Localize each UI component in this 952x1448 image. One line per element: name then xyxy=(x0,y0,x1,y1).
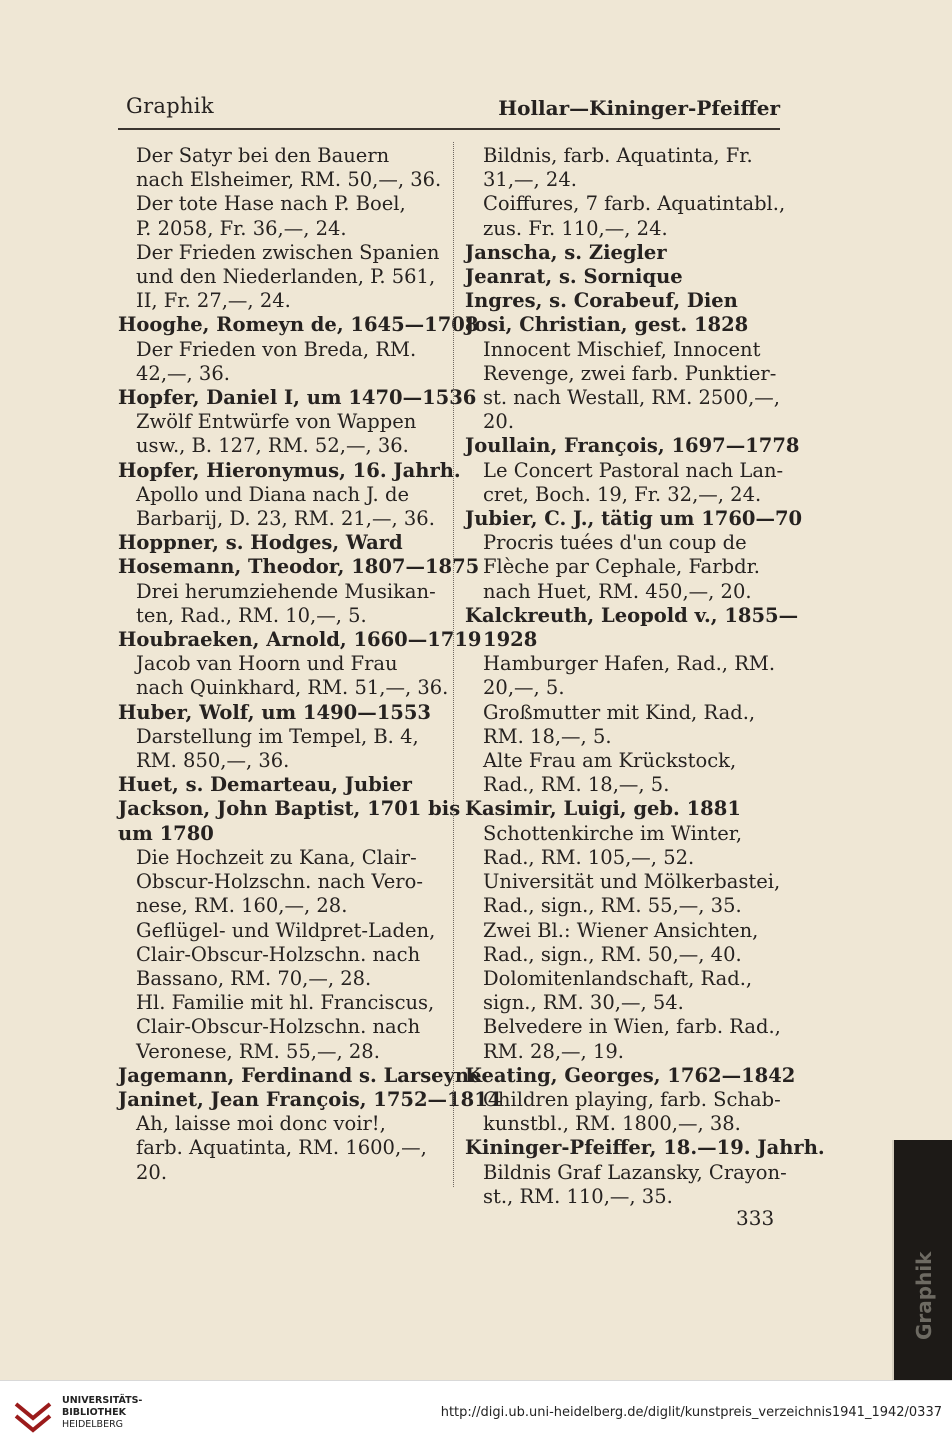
entry-heading: Kininger-Pfeiffer, 18.—19. Jahrh. xyxy=(465,1136,825,1160)
entry-text: 42,—, 36. xyxy=(136,361,230,385)
entry-heading: Jagemann, Ferdinand s. Larseyne xyxy=(118,1063,482,1087)
entry-text: Veronese, RM. 55,—, 28. xyxy=(136,1039,380,1063)
entry-text: Rad., RM. 105,—, 52. xyxy=(483,845,695,869)
entry-text: nese, RM. 160,—, 28. xyxy=(136,894,348,918)
entry-heading: Houbraeken, Arnold, 1660—1719 xyxy=(118,628,482,652)
entry-text: usw., B. 127, RM. 52,—, 36. xyxy=(136,434,409,458)
entry-text: nach Huet, RM. 450,—, 20. xyxy=(483,579,752,603)
header-rule xyxy=(118,128,780,130)
entry-text: Revenge, zwei farb. Punktier- xyxy=(483,361,777,385)
entry-text: Der Satyr bei den Bauern xyxy=(136,144,390,167)
entry-heading: Jubier, C. J., tätig um 1760—70 xyxy=(465,507,803,531)
entry-text: ten, Rad., RM. 10,—, 5. xyxy=(136,603,367,627)
entry-text: kunstbl., RM. 1800,—, 38. xyxy=(483,1112,741,1136)
entry-heading: Hopfer, Daniel I, um 1470—1536 xyxy=(118,386,477,410)
entry-text: II, Fr. 27,—, 24. xyxy=(136,289,291,313)
entry-text: Schottenkirche im Winter, xyxy=(483,821,743,845)
column-divider xyxy=(453,142,454,1187)
entry-text: Drei herumziehende Musikan- xyxy=(136,579,436,603)
entry-text: Rad., sign., RM. 55,—, 35. xyxy=(483,894,742,918)
entry-text: Clair-Obscur-Holzschn. nach xyxy=(136,1015,421,1039)
right-column xyxy=(465,144,825,1209)
permalink-url[interactable]: http://digi.ub.uni-heidelberg.de/diglit/kunstpreis_verzeichnis1941_1942/0337 xyxy=(440,1405,942,1420)
entry-heading: Jeanrat, s. Sornique xyxy=(465,265,683,289)
entry-heading: um 1780 xyxy=(118,821,214,845)
entry-heading: Janinet, Jean François, 1752—1814 xyxy=(118,1087,502,1111)
entry-heading: Josi, Christian, gest. 1828 xyxy=(465,313,749,337)
university-library-logo-icon xyxy=(12,1394,54,1436)
entry-heading: Ingres, s. Corabeuf, Dien xyxy=(465,289,738,313)
library-name-line: UNIVERSITÄTS- xyxy=(62,1395,143,1406)
entry-text: 20,—, 5. xyxy=(483,676,565,700)
entry-text: cret, Boch. 19, Fr. 32,—, 24. xyxy=(483,482,762,506)
entry-text: Children playing, farb. Schab- xyxy=(483,1087,781,1111)
entry-text: und den Niederlanden, P. 561, xyxy=(136,265,436,289)
entry-heading: Huber, Wolf, um 1490—1553 xyxy=(118,700,431,724)
entry-heading: Kasimir, Luigi, geb. 1881 xyxy=(465,797,741,821)
entry-text: Rad., sign., RM. 50,—, 40. xyxy=(483,942,742,966)
entry-heading: Janscha, s. Ziegler xyxy=(465,240,667,264)
entry-text: Le Concert Pastoral nach Lan- xyxy=(483,458,784,482)
library-name xyxy=(62,1395,142,1431)
entry-text: farb. Aquatinta, RM. 1600,—, xyxy=(136,1136,427,1160)
entry-text: Dolomitenlandschaft, Rad., xyxy=(483,966,753,990)
entry-text: Hamburger Hafen, Rad., RM. xyxy=(483,652,776,676)
entry-heading: Joullain, François, 1697—1778 xyxy=(465,434,800,458)
entry-text: Procris tuées d'un coup de xyxy=(483,531,747,555)
entry-text: Barbarij, D. 23, RM. 21,—, 36. xyxy=(136,507,435,531)
entry-text: Großmutter mit Kind, Rad., xyxy=(483,700,756,724)
entry-text: RM. 18,—, 5. xyxy=(483,724,612,748)
entry-text: Bildnis Graf Lazansky, Crayon- xyxy=(483,1160,787,1184)
library-name-line: HEIDELBERG xyxy=(62,1419,124,1430)
entry-text: Apollo und Diana nach J. de xyxy=(136,482,409,506)
library-name-line: BIBLIOTHEK xyxy=(62,1407,126,1418)
entry-text: Zwei Bl.: Wiener Ansichten, xyxy=(483,918,759,942)
entry-text: zus. Fr. 110,—, 24. xyxy=(483,216,668,240)
entry-text: nach Quinkhard, RM. 51,—, 36. xyxy=(136,676,449,700)
entry-text: 31,—, 24. xyxy=(483,168,577,192)
entry-text: Alte Frau am Krückstock, xyxy=(483,749,737,773)
entry-heading: Huet, s. Demarteau, Jubier xyxy=(118,773,412,797)
entry-text: RM. 28,—, 19. xyxy=(483,1039,624,1063)
entry-heading: Kalckreuth, Leopold v., 1855— xyxy=(465,603,799,627)
entry-text: Der Frieden zwischen Spanien xyxy=(136,240,440,264)
entry-text: sign., RM. 30,—, 54. xyxy=(483,991,684,1015)
page-number: 333 xyxy=(736,1206,775,1230)
entry-heading: Hopfer, Hieronymus, 16. Jahrh. xyxy=(118,458,461,482)
entry-text: Obscur-Holzschn. nach Vero- xyxy=(136,870,423,894)
entry-text: Flèche par Cephale, Farbdr. xyxy=(483,555,760,579)
entry-text: 20. xyxy=(136,1160,168,1184)
entry-text: Clair-Obscur-Holzschn. nach xyxy=(136,942,421,966)
entry-text: Jacob van Hoorn und Frau xyxy=(136,652,398,676)
entry-text: Der tote Hase nach P. Boel, xyxy=(136,192,406,216)
entry-text: Die Hochzeit zu Kana, Clair- xyxy=(136,845,417,869)
entry-heading: Keating, Georges, 1762—1842 xyxy=(465,1063,796,1087)
entry-text: Universität und Mölkerbastei, xyxy=(483,870,781,894)
thumb-index-tab xyxy=(892,1140,952,1380)
thumb-index-label: Graphik xyxy=(912,1251,936,1340)
entry-heading: Hosemann, Theodor, 1807—1875 xyxy=(118,555,480,579)
entry-text: Zwölf Entwürfe von Wappen xyxy=(136,410,417,434)
entry-text: Der Frieden von Breda, RM. xyxy=(136,337,417,361)
entry-text: Rad., RM. 18,—, 5. xyxy=(483,773,670,797)
entry-text: Hl. Familie mit hl. Franciscus, xyxy=(136,991,435,1015)
entry-text: st. nach Westall, RM. 2500,—, xyxy=(483,386,781,410)
entry-text: P. 2058, Fr. 36,—, 24. xyxy=(136,216,347,240)
entry-text: Bildnis, farb. Aquatinta, Fr. xyxy=(483,144,753,167)
entry-text: Ah, laisse moi donc voir!, xyxy=(136,1112,386,1136)
entry-text: Bassano, RM. 70,—, 28. xyxy=(136,966,372,990)
running-head-range: Hollar—Kininger-Pfeiffer xyxy=(498,96,780,120)
entry-heading: Hooghe, Romeyn de, 1645—1708 xyxy=(118,313,479,337)
entry-heading: Jackson, John Baptist, 1701 bis xyxy=(118,797,461,821)
entry-text: nach Elsheimer, RM. 50,—, 36. xyxy=(136,168,442,192)
entry-text: Innocent Mischief, Innocent xyxy=(483,337,761,361)
entry-text: RM. 850,—, 36. xyxy=(136,749,290,773)
viewer-footer xyxy=(0,1380,952,1448)
entry-text: Coiffures, 7 farb. Aquatintabl., xyxy=(483,192,786,216)
entry-text: 20. xyxy=(483,410,515,434)
running-head-section: Graphik xyxy=(126,94,214,118)
entry-heading: Hoppner, s. Hodges, Ward xyxy=(118,531,403,555)
entry-text: Geflügel- und Wildpret-Laden, xyxy=(136,918,436,942)
left-column xyxy=(118,144,502,1185)
entry-text: 1928 xyxy=(483,628,538,652)
entry-text: Darstellung im Tempel, B. 4, xyxy=(136,724,419,748)
entry-text: Belvedere in Wien, farb. Rad., xyxy=(483,1015,781,1039)
entry-text: st., RM. 110,—, 35. xyxy=(483,1184,673,1208)
